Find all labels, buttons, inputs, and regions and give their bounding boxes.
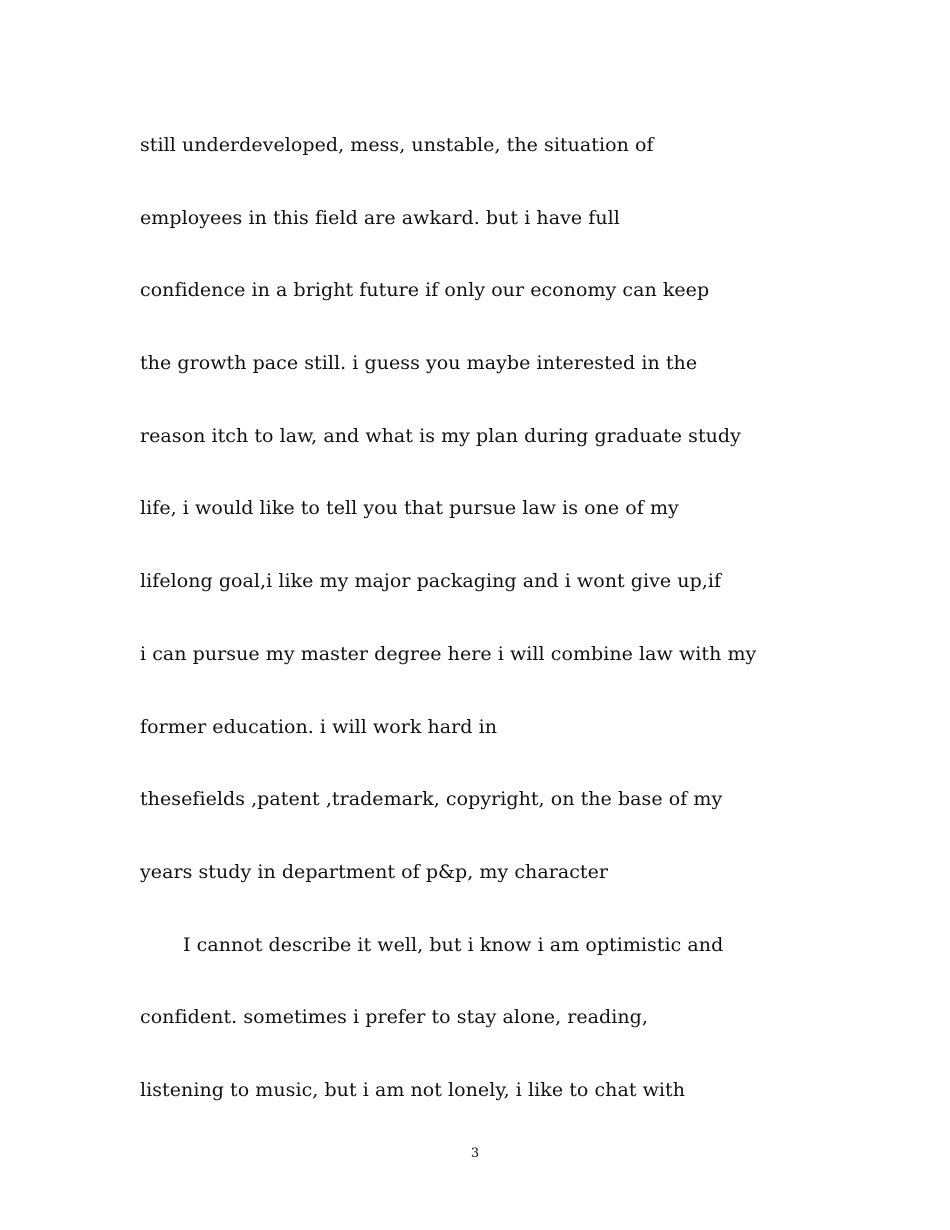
text-line-12: I cannot describe it well, but i know i am optimistic and xyxy=(183,933,724,956)
text-line-6: life, i would like to tell you that pursue law is one of my xyxy=(140,497,679,520)
text-line-11: years study in department of p&p, my character xyxy=(140,860,609,883)
text-line-3: confidence in a bright future if only our economy can keep xyxy=(140,279,710,302)
text-line-13: confident. sometimes i prefer to stay alone, reading, xyxy=(140,1006,648,1029)
text-line-1: still underdeveloped, mess, unstable, the situation of xyxy=(140,134,654,156)
text-line-2: employees in this field are awkard. but i have full xyxy=(140,206,620,229)
page-number: 3 xyxy=(470,1146,480,1161)
document-body xyxy=(140,122,820,1140)
text-line-7: lifelong goal,i like my major packaging and i wont give up,if xyxy=(140,570,722,593)
text-line-4: the growth pace still. i guess you maybe interested in the xyxy=(140,352,698,375)
text-line-8: i can pursue my master degree here i will combine law with my xyxy=(140,642,757,665)
text-line-9: former education. i will work hard in xyxy=(140,715,498,738)
text-line-14: listening to music, but i am not lonely, i like to chat with xyxy=(140,1078,686,1101)
text-line-5: reason itch to law, and what is my plan during graduate study xyxy=(140,424,741,447)
text-line-10: thesefields ,patent ,trademark, copyright, on the base of my xyxy=(140,788,723,811)
